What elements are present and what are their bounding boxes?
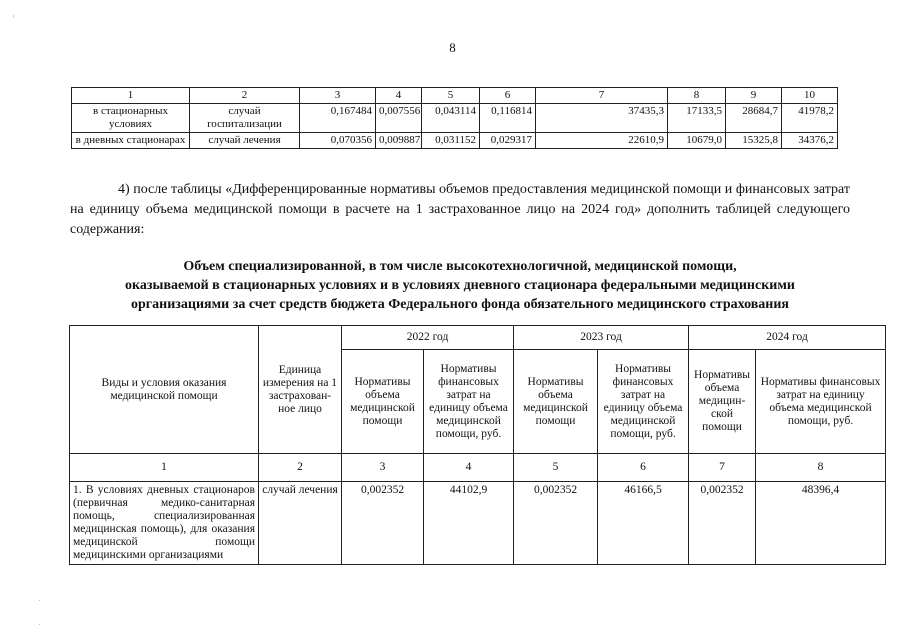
table1-unit-cell: случай лечения — [190, 133, 300, 149]
table1-value-cell: 22610,9 — [536, 133, 668, 149]
volume-norm-header: Нормативы объема медицин-ской помощи — [689, 350, 756, 454]
table1-header-cell: 5 — [422, 88, 480, 104]
table1-value-cell: 0,116814 — [480, 104, 536, 133]
table1-value-cell: 34376,2 — [782, 133, 838, 149]
table-row — [72, 133, 838, 149]
table1-value-cell: 37435,3 — [536, 104, 668, 133]
col-unit-header: Единица измерения на 1 застрахован-ное лицо — [259, 326, 342, 454]
column-number: 8 — [756, 454, 886, 482]
column-number: 4 — [424, 454, 514, 482]
year-2024-header: 2024 год — [689, 326, 886, 350]
table-row — [72, 104, 838, 133]
table1-value-cell: 0,167484 — [300, 104, 376, 133]
table1-header-cell: 1 — [72, 88, 190, 104]
cost-norm-header: Нормативы финансовых затрат на единицу объема медицинской помощи, руб. — [756, 350, 886, 454]
table-title — [70, 257, 850, 314]
cost-norm-header: Нормативы финансовых затрат на единицу объема медицинской помощи, руб. — [424, 350, 514, 454]
unit-cell: случай лечения — [259, 482, 342, 565]
table1-header-cell: 4 — [376, 88, 422, 104]
volume-norms-table — [69, 325, 886, 565]
table1-header-cell: 7 — [536, 88, 668, 104]
column-number: 2 — [259, 454, 342, 482]
table1-type-cell: в дневных стационарах — [72, 133, 190, 149]
value-cell: 48396,4 — [756, 482, 886, 565]
table1-header-cell: 9 — [726, 88, 782, 104]
table1-value-cell: 17133,5 — [668, 104, 726, 133]
title-line-2: оказываемой в стационарных условиях и в условиях дневного стационара федеральными медицинскими — [125, 278, 795, 293]
title-line-3: организациями за счет средств бюджета Федерального фонда обязательного медицинского страхования — [130, 297, 790, 312]
table-row — [70, 482, 886, 565]
title-line-1: Объем специализированной, в том числе высокотехнологичной, медицинской помощи, — [183, 259, 737, 274]
year-header-row — [70, 326, 886, 350]
table1-header-cell: 3 — [300, 88, 376, 104]
table1-value-cell: 10679,0 — [668, 133, 726, 149]
previous-table — [71, 87, 838, 149]
table1-value-cell: 41978,2 — [782, 104, 838, 133]
column-number: 1 — [70, 454, 259, 482]
page-number: 8 — [449, 40, 456, 55]
year-2023-header: 2023 год — [514, 326, 689, 350]
year-2022-header: 2022 год — [342, 326, 514, 350]
table1-type-cell: в стационарных условиях — [72, 104, 190, 133]
column-number-row — [70, 454, 886, 482]
table1-header-row — [72, 88, 838, 104]
column-number: 3 — [342, 454, 424, 482]
cost-norm-header: Нормативы финансовых затрат на единицу объема медицинской помощи, руб. — [598, 350, 689, 454]
value-cell: 0,002352 — [514, 482, 598, 565]
amendment-paragraph: 4) после таблицы «Дифференцированные нормативы объемов предоставления медицинской помощи и финансовых затрат на единицу объема медицинской помощи в расчете на 1 застрахованное лицо на 2024 год» дополнить таблицей следующего содержания: — [70, 182, 850, 237]
margin-mark: · — [38, 596, 42, 607]
table1-value-cell: 0,009887 — [376, 133, 422, 149]
column-number: 5 — [514, 454, 598, 482]
volume-norm-header: Нормативы объема медицинской помощи — [342, 350, 424, 454]
care-type-cell: 1. В условиях дневных стационаров (первичная медико-санитарная помощь, специализированная медицинская помощь), для оказания медицинской помощи медицинскими организациями — [70, 482, 259, 565]
table1-value-cell: 0,070356 — [300, 133, 376, 149]
table1-header-cell: 2 — [190, 88, 300, 104]
value-cell: 46166,5 — [598, 482, 689, 565]
table1-value-cell: 15325,8 — [726, 133, 782, 149]
table1-header-cell: 10 — [782, 88, 838, 104]
volume-norm-header: Нормативы объема медицинской помощи — [514, 350, 598, 454]
col-type-header: Виды и условия оказания медицинской помощи — [70, 326, 259, 454]
column-number: 7 — [689, 454, 756, 482]
table1-value-cell: 0,031152 — [422, 133, 480, 149]
table1-value-cell: 0,007556 — [376, 104, 422, 133]
table1-value-cell: 0,043114 — [422, 104, 480, 133]
table1-header-cell: 8 — [668, 88, 726, 104]
value-cell: 44102,9 — [424, 482, 514, 565]
table1-value-cell: 28684,7 — [726, 104, 782, 133]
value-cell: 0,002352 — [342, 482, 424, 565]
table1-value-cell: 0,029317 — [480, 133, 536, 149]
value-cell: 0,002352 — [689, 482, 756, 565]
table1-header-cell: 6 — [480, 88, 536, 104]
table1-unit-cell: случай госпитализации — [190, 104, 300, 133]
margin-mark: · — [38, 620, 42, 631]
margin-mark: ' — [12, 14, 15, 25]
column-number: 6 — [598, 454, 689, 482]
